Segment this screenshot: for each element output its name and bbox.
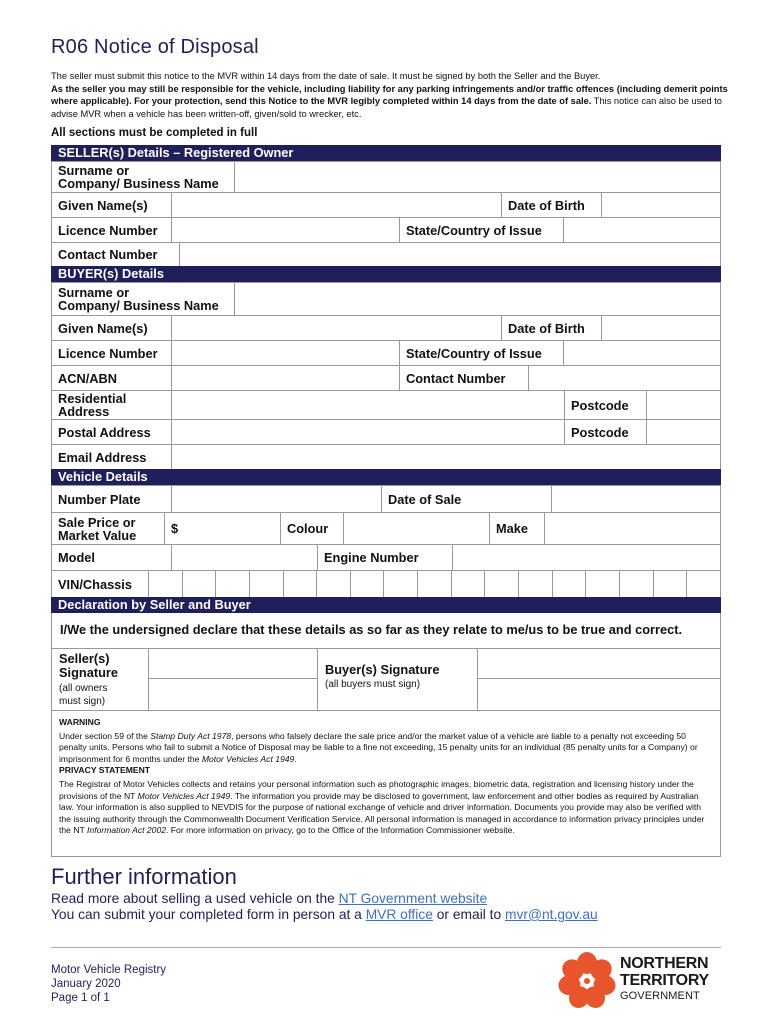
buyer-surname-input[interactable] (235, 283, 721, 316)
buyer-contact-input[interactable] (529, 366, 721, 391)
privacy-text: The Registrar of Motor Vehicles collects and retains your personal information such as photographic images, biometric data, registration and licensing history under the provisions of the NT Motor Vehicles Act 1949. The information you provide may be disclosed to government, law enforcement and other bodies as required by Australian law. Your information is also supplied to NEVDIS for the purpose of national exchange of vehicle and driver information. Documents you provide may also be verified with the issuing authority through the Commonwealth Document Verification Service. All personal information is managed in accordance to information privacy principles under the NT Information Act 2002. For more information on privacy, go to the Office of the Information Commissioner website. (59, 778, 705, 836)
vin-char-box[interactable] (317, 571, 351, 598)
model-label: Model (52, 545, 172, 571)
buyer-licence-input[interactable] (172, 341, 400, 366)
seller-contact-row (51, 242, 721, 267)
further-line-2: You can submit your completed form in person at a MVR office or email to mvr@nt.gov.au (51, 907, 598, 922)
rose-center-dot (584, 978, 590, 984)
seller-contact-label: Contact Number (52, 243, 180, 267)
buyer-postal-row (51, 419, 721, 445)
vehicle-model-row (51, 544, 721, 571)
seller-signature-input-2[interactable] (149, 679, 318, 710)
seller-signature-label: Seller(s) Signature (all owners must sign) (52, 649, 149, 710)
buyer-section-heading: BUYER(s) Details (51, 266, 721, 282)
buyer-state-label: State/Country of Issue (400, 341, 564, 366)
footer-page: Page 1 of 1 (51, 992, 110, 1004)
seller-surname-input[interactable] (235, 162, 721, 193)
intro-plain: The seller must submit this notice to the MVR within 14 days from the date of sale. It must be signed by both the Seller and the Buyer. (51, 71, 601, 81)
further-line-1: Read more about selling a used vehicle on the NT Government website (51, 891, 488, 906)
buyer-email-label: Email Address (52, 445, 172, 470)
buyer-signature-label: Buyer(s) Signature (all buyers must sign) (318, 649, 478, 710)
price-label: Sale Price or Market Value (52, 513, 165, 545)
plate-label: Number Plate (52, 486, 172, 513)
seller-table (51, 161, 721, 193)
declaration-section-heading: Declaration by Seller and Buyer (51, 597, 721, 613)
model-input[interactable] (172, 545, 318, 571)
buyer-state-input[interactable] (564, 341, 721, 366)
buyer-licence-label: Licence Number (52, 341, 172, 366)
buyer-residential-row (51, 390, 721, 420)
seller-surname-label: Surname or Company/ Business Name (52, 162, 235, 193)
intro-tail: This notice can also be used to advise MVR when a vehicle has been written-off, given/sold to wrecker, etc. (51, 96, 722, 119)
buyer-licence-row (51, 340, 721, 366)
desert-rose-icon (557, 951, 617, 1011)
footer-divider (51, 947, 721, 948)
engine-label: Engine Number (318, 545, 453, 571)
buyer-postal-label: Postal Address (52, 420, 172, 445)
logo-line-3: GOVERNMENT (620, 990, 700, 1002)
buyer-acn-label: ACN/ABN (52, 366, 172, 391)
privacy-heading: PRIVACY STATEMENT (59, 765, 151, 776)
vin-char-box[interactable] (519, 571, 553, 598)
vehicle-section-heading: Vehicle Details (51, 469, 721, 485)
seller-signature-input-1[interactable] (149, 649, 318, 679)
email-link[interactable]: mvr@nt.gov.au (505, 907, 598, 922)
footer-org: Motor Vehicle Registry (51, 964, 167, 976)
vin-label: VIN/Chassis (52, 571, 149, 598)
buyer-signature-input-2[interactable] (478, 679, 721, 710)
vin-char-box[interactable] (216, 571, 250, 598)
mvr-office-link[interactable]: MVR office (365, 907, 433, 922)
seller-given-label: Given Name(s) (52, 193, 172, 218)
buyer-contact-label: Contact Number (400, 366, 529, 391)
vin-char-box[interactable] (653, 571, 687, 598)
buyer-given-label: Given Name(s) (52, 316, 172, 341)
vin-char-box[interactable] (586, 571, 620, 598)
vin-char-box[interactable] (350, 571, 384, 598)
buyer-email-input[interactable] (172, 445, 721, 470)
seller-state-input[interactable] (564, 218, 721, 243)
seller-section-heading: SELLER(s) Details – Registered Owner (51, 145, 721, 161)
vehicle-price-row (51, 512, 721, 545)
seller-dob-input[interactable] (602, 193, 721, 218)
buyer-postcode2-label: Postcode (565, 420, 647, 445)
buyer-given-row (51, 315, 721, 341)
vin-char-box[interactable] (418, 571, 452, 598)
buyer-signature-input-1[interactable] (478, 649, 721, 679)
further-info-heading: Further information (51, 864, 237, 889)
date-of-sale-label: Date of Sale (382, 486, 552, 513)
vehicle-plate-row (51, 485, 721, 513)
logo-line-1: NORTHERN (620, 955, 709, 972)
seller-state-label: State/Country of Issue (400, 218, 564, 243)
seller-licence-label: Licence Number (52, 218, 172, 243)
buyer-dob-label: Date of Birth (502, 316, 602, 341)
buyer-email-row (51, 444, 721, 470)
make-input[interactable] (545, 513, 721, 545)
page-title: R06 Notice of Disposal (51, 36, 259, 58)
seller-given-row (51, 192, 721, 218)
vin-char-box[interactable] (687, 571, 721, 598)
buyer-acn-row (51, 365, 721, 391)
buyer-surname-label: Surname or Company/ Business Name (52, 283, 235, 316)
warning-text: Under section 59 of the Stamp Duty Act 1978, persons who falsely declare the sale price and/or the market value of a vehicle are liable to a penalty not exceeding 50 penalty units. Persons who fail to submit a Notice of Disposal may be liable to a fine not exceeding, 15 penalty units for an individual (85 penalty units for a Company) or imprisonment for 6 months under the Motor Vehicles Act 1949. (59, 730, 698, 764)
buyer-postcode-label: Postcode (565, 391, 647, 420)
vin-char-box[interactable] (149, 571, 183, 598)
vin-char-box[interactable] (619, 571, 653, 598)
price-input[interactable] (165, 513, 281, 545)
declaration-text: I/We the undersigned declare that these details as so far as they relate to me/us to be true and correct. (51, 613, 721, 649)
warning-box (51, 711, 721, 857)
all-sections-note: All sections must be completed in full (51, 127, 258, 139)
vin-char-box[interactable] (283, 571, 317, 598)
buyer-dob-input[interactable] (602, 316, 721, 341)
buyer-residential-label: Residential Address (52, 391, 172, 420)
engine-input[interactable] (453, 545, 721, 571)
logo-line-2: TERRITORY (620, 972, 709, 989)
vin-char-box[interactable] (451, 571, 485, 598)
dollar-sign: $ (171, 521, 179, 536)
vin-char-box[interactable] (485, 571, 519, 598)
seller-contact-input[interactable] (180, 243, 721, 267)
intro-text (51, 70, 731, 120)
footer-date: January 2020 (51, 978, 121, 990)
colour-label: Colour (281, 513, 344, 545)
buyer-given-input[interactable] (172, 316, 502, 341)
make-label: Make (490, 513, 545, 545)
vin-char-box[interactable] (182, 571, 216, 598)
buyer-postcode-input[interactable] (647, 391, 721, 420)
buyer-surname-row (51, 282, 721, 316)
seller-dob-label: Date of Birth (502, 193, 602, 218)
vehicle-vin-row (51, 570, 721, 598)
seller-given-input[interactable] (172, 193, 502, 218)
buyer-postal-input[interactable] (172, 420, 565, 445)
warning-heading: WARNING (59, 717, 101, 727)
colour-input[interactable] (344, 513, 490, 545)
nt-government-logo (557, 950, 721, 1012)
nt-government-link[interactable]: NT Government website (338, 891, 488, 906)
date-of-sale-input[interactable] (552, 486, 721, 513)
buyer-acn-input[interactable] (172, 366, 400, 391)
buyer-postcode2-input[interactable] (647, 420, 721, 445)
intro-bold: As the seller you may still be responsible for the vehicle, including liability for any parking infringements and/or traffic offences (including demerit points where applicable). For your protection, send this Notice to the MVR legibly completed within 14 days from the date of sale. (51, 83, 728, 107)
seller-licence-row (51, 217, 721, 243)
buyer-residential-input[interactable] (172, 391, 565, 420)
vin-char-box[interactable] (384, 571, 418, 598)
vin-char-box[interactable] (249, 571, 283, 598)
vin-char-box[interactable] (552, 571, 586, 598)
seller-licence-input[interactable] (172, 218, 400, 243)
plate-input[interactable] (172, 486, 382, 513)
signature-box (51, 649, 721, 711)
